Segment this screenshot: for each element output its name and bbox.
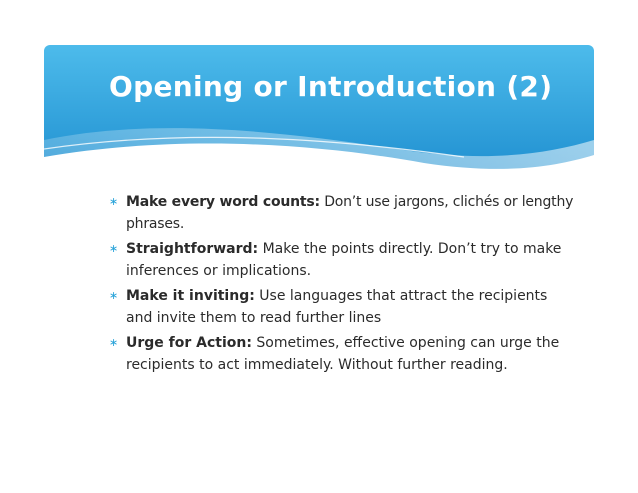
bullet-item xyxy=(106,332,576,376)
bullet-marker-icon: ∗ xyxy=(109,289,119,302)
bullet-keyword: Urge for Action: xyxy=(126,335,252,351)
bullet-text: Make the points directly. Don’t try to make inferences or implications. xyxy=(126,241,562,279)
bullet-keyword: Make it inviting: xyxy=(126,288,255,304)
bullet-text: Sometimes, effective opening can urge the recipients to act immediately. Without further reading. xyxy=(126,335,560,373)
bullet-marker-icon: ∗ xyxy=(109,336,119,349)
bullet-text: Use languages that attract the recipients and invite them to read further lines xyxy=(126,288,548,326)
bullet-item xyxy=(106,191,576,235)
bullet-item xyxy=(106,238,576,282)
bullet-keyword: Straightforward: xyxy=(126,241,259,257)
bullet-text: Don’t use jargons, clichés or lengthy phrases. xyxy=(126,194,574,232)
bullet-marker-icon: ∗ xyxy=(109,195,119,208)
bullet-item xyxy=(106,285,576,329)
slide-title: Opening or Introduction (2) xyxy=(109,70,553,103)
title-banner xyxy=(44,45,594,177)
bullet-keyword: Make every word counts: xyxy=(126,194,320,210)
bullet-list xyxy=(106,191,576,379)
bullet-marker-icon: ∗ xyxy=(109,242,119,255)
banner-wave-graphic xyxy=(44,45,594,177)
